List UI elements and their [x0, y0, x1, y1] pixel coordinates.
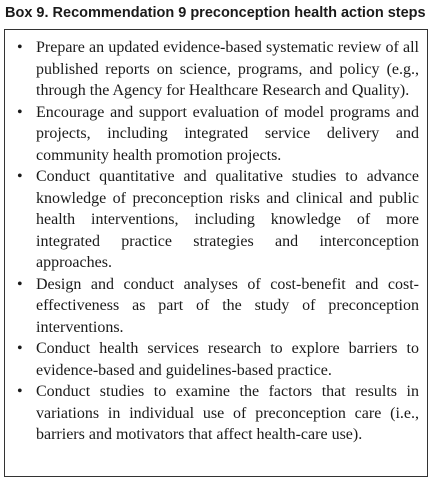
list-item [16, 338, 419, 381]
list-item-text: Conduct health services research to explore barriers to evidence-based and guidelines-based practice. [36, 340, 419, 379]
list-item-text: Conduct quantitative and qualitative studies to advance knowledge of preconception risks and clinical and public health interventions, including knowledge of more integrated practice strategies and interconception approaches. [36, 168, 419, 271]
list-item-text: Prepare an updated evidence-based systematic review of all published reports on science, programs, and policy (e.g., through the Agency for Healthcare Research and Quality). [36, 39, 419, 99]
bullet-icon: • [17, 168, 23, 185]
bullet-icon: • [17, 340, 23, 357]
bullet-icon: • [17, 39, 23, 56]
bullet-icon: • [17, 275, 23, 293]
box-frame [4, 29, 428, 477]
action-steps-list [5, 30, 427, 446]
list-item-text: Conduct studies to examine the factors that results in variations in individual use of preconception care (i.e., barriers and motivators that affect health-care use). [36, 383, 419, 443]
list-item [16, 102, 419, 167]
list-item [16, 381, 419, 446]
box-title: Box 9. Recommendation 9 preconception health action steps [5, 5, 426, 21]
list-item [16, 166, 419, 274]
list-item [16, 37, 419, 102]
bullet-icon: • [17, 103, 23, 121]
list-item-text: Encourage and support evaluation of model programs and projects, including integrated service delivery and community health promotion projects. [36, 103, 419, 164]
list-item-text: Design and conduct analyses of cost-benefit and cost-effectiveness as part of the study of preconception interventions. [36, 275, 419, 336]
list-item [16, 274, 419, 339]
bullet-icon: • [17, 383, 23, 400]
